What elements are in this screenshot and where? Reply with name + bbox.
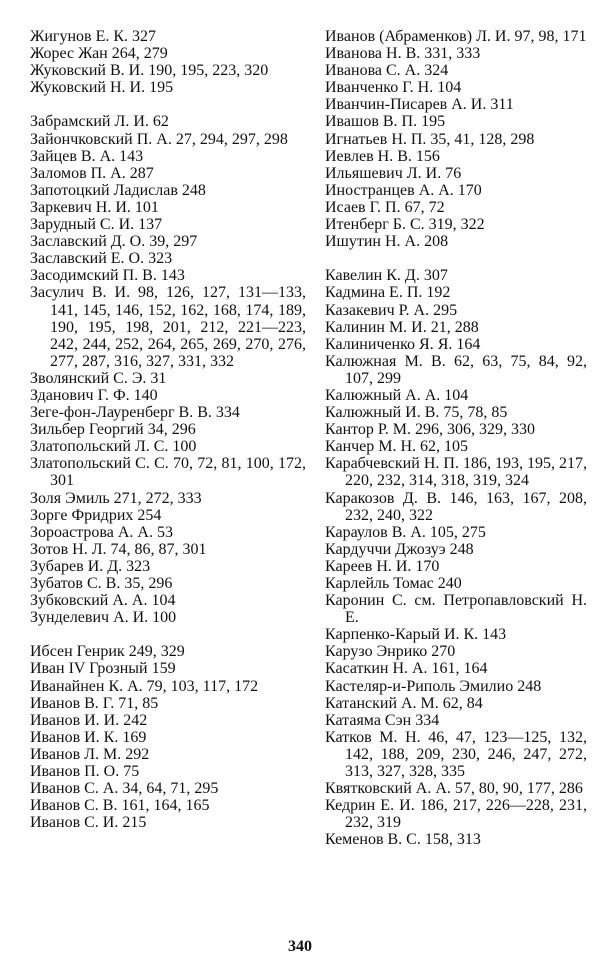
index-column-left: [30, 28, 306, 831]
index-entry: Зданович Г. Ф. 140: [30, 386, 158, 404]
index-entry: Казакевич Р. А. 295: [325, 301, 458, 319]
index-entry: Итенберг Б. С. 319, 322: [325, 216, 485, 234]
index-entry: Иванов Л. М. 292: [30, 745, 150, 763]
index-entry: Кадмина Е. П. 192: [325, 284, 451, 302]
index-entry: Калиниченко Я. Я. 164: [325, 335, 481, 353]
index-entry: Зубарев И. Д. 323: [30, 557, 151, 575]
index-entry: Квятковский А. А. 57, 80, 90, 177, 286: [325, 780, 583, 798]
index-entry: Иванчин-Писарев А. И. 311: [325, 96, 514, 114]
index-entry: Засулич В. И. 98, 126, 127, 131—133, 141, 145, 146, 152, 162, 168, 174, 189, 190, 195, 198, 201, 212, 221—223, 242, 244, 252, 264, 265, 269, 270, 276, 277, 287, 316, 327, 331, 332: [30, 284, 306, 370]
index-entry: Катаяма Сэн 334: [325, 711, 440, 729]
index-entry: Карабчевский Н. П. 186, 193, 195, 217, 220, 232, 314, 318, 319, 324: [325, 455, 587, 490]
index-entry: Заркевич Н. И. 101: [30, 198, 159, 216]
index-entry: Жуковский Н. И. 195: [30, 79, 174, 97]
index-entry: Канчер М. Н. 62, 105: [325, 438, 469, 456]
index-entry: Иванов И. И. 242: [30, 711, 148, 729]
index-entry: Зволянский С. Э. 31: [30, 369, 167, 387]
index-entry: Зильбер Георгий 34, 296: [30, 421, 196, 439]
index-entry: Ивашов В. П. 195: [325, 113, 446, 131]
index-entry: Зубатов С. В. 35, 296: [30, 575, 173, 592]
letter-group-gap: [30, 626, 306, 643]
index-entry: Запотоцкий Ладислав 248: [30, 181, 206, 199]
index-entry: Златопольский Л. С. 100: [30, 438, 197, 456]
index-entry: Катанский А. М. 62, 84: [325, 694, 483, 712]
index-entry: Игнатьев Н. П. 35, 41, 128, 298: [325, 130, 535, 148]
index-entry: Калинин М. И. 21, 288: [325, 318, 479, 336]
index-entry: Иностранцев А. А. 170: [325, 181, 482, 199]
index-entry: Ибсен Генрик 249, 329: [30, 643, 185, 661]
index-entry: Заломов П. А. 287: [30, 164, 154, 182]
index-entry: Зайцев В. А. 143: [30, 147, 144, 165]
index-entry: Зеге-фон-Лауренберг В. В. 334: [30, 404, 240, 422]
index-entry: Зороастрова А. А. 53: [30, 523, 173, 541]
index-entry: Золя Эмиль 271, 272, 333: [30, 489, 202, 507]
index-entry: Зорге Фридрих 254: [30, 506, 162, 524]
index-column-right: [325, 28, 587, 849]
index-entry: Заславский Е. О. 323: [30, 250, 173, 268]
letter-group-gap: [30, 96, 306, 113]
index-entry: Карузо Энрико 270: [325, 643, 456, 661]
index-entry: Зайончковский П. А. 27, 294, 297, 298: [30, 130, 288, 148]
index-entry: Иванов С. И. 215: [30, 814, 147, 832]
letter-group-gap: [325, 250, 587, 267]
index-entry: Калюжный И. В. 75, 78, 85: [325, 404, 508, 422]
index-entry: Иванова Н. В. 331, 333: [325, 45, 481, 63]
index-entry: Зубковский А. А. 104: [30, 592, 176, 610]
index-entry: Иванов (Абраменков) Л. И. 97, 98, 171: [325, 28, 587, 45]
index-entry: Кеменов В. С. 158, 313: [325, 831, 481, 849]
index-entry: Иванов П. О. 75: [30, 763, 140, 781]
index-entry: Жорес Жан 264, 279: [30, 45, 168, 63]
index-entry: Зунделевич А. И. 100: [30, 609, 177, 627]
index-entry: Калюжная М. В. 62, 63, 75, 84, 92, 107, 299: [325, 352, 587, 387]
index-entry: Кардуччи Джозуэ 248: [325, 540, 474, 558]
index-entry: Зарудный С. И. 137: [30, 216, 163, 234]
index-entry: Иванова С. А. 324: [325, 62, 449, 80]
index-entry: Иван IV Грозный 159: [30, 660, 176, 678]
index-entry: Калюжный А. А. 104: [325, 386, 469, 404]
index-entry: Ишутин Н. А. 208: [325, 233, 449, 251]
page-number: 340: [288, 938, 312, 955]
index-entry: Иванченко Г. Н. 104: [325, 79, 462, 97]
index-entry: Зотов Н. Л. 74, 86, 87, 301: [30, 540, 207, 558]
index-entry: Кавелин К. Д. 307: [325, 267, 448, 285]
index-entry: Иванов В. Г. 71, 85: [30, 694, 159, 712]
index-entry: Забрамский Л. И. 62: [30, 113, 169, 131]
index-entry: Жигунов Е. К. 327: [30, 28, 157, 45]
index-entry: Каронин С. см. Петропавловский Н. Е.: [325, 592, 587, 627]
index-entry: Иванов С. А. 34, 64, 71, 295: [30, 780, 219, 798]
index-entry: Засодимский П. В. 143: [30, 267, 185, 285]
index-entry: Каракозов Д. В. 146, 163, 167, 208, 232, 240, 322: [325, 489, 587, 524]
index-entry: Исаев Г. П. 67, 72: [325, 198, 445, 216]
index-entry: Касаткин Н. А. 161, 164: [325, 660, 488, 678]
index-entry: Иванайнен К. А. 79, 103, 117, 172: [30, 677, 259, 695]
index-entry: Ильяшевич Л. И. 76: [325, 164, 462, 182]
index-entry: Жуковский В. И. 190, 195, 223, 320: [30, 62, 269, 80]
index-entry: Кантор Р. М. 296, 306, 329, 330: [325, 421, 536, 439]
index-entry: Кареев Н. И. 170: [325, 557, 440, 575]
index-entry: Кастеляр-и-Риполь Эмилио 248: [325, 677, 542, 695]
index-entry: Златопольский С. С. 70, 72, 81, 100, 172, 301: [30, 455, 306, 490]
index-entry: Карпенко-Карый И. К. 143: [325, 626, 507, 644]
index-entry: Иванов И. К. 169: [30, 728, 147, 746]
index-entry: Заславский Д. О. 39, 297: [30, 233, 198, 251]
index-entry: Катков М. Н. 46, 47, 123—125, 132, 142, 188, 209, 230, 246, 247, 272, 313, 327, 328, 335: [325, 728, 587, 781]
index-entry: Кедрин Е. И. 186, 217, 226—228, 231, 232, 319: [325, 797, 587, 832]
index-entry: Караулов В. А. 105, 275: [325, 523, 486, 541]
index-entry: Карлейль Томас 240: [325, 575, 462, 592]
index-entry: Иевлев Н. В. 156: [325, 147, 440, 165]
index-entry: Иванов С. В. 161, 164, 165: [30, 797, 210, 815]
